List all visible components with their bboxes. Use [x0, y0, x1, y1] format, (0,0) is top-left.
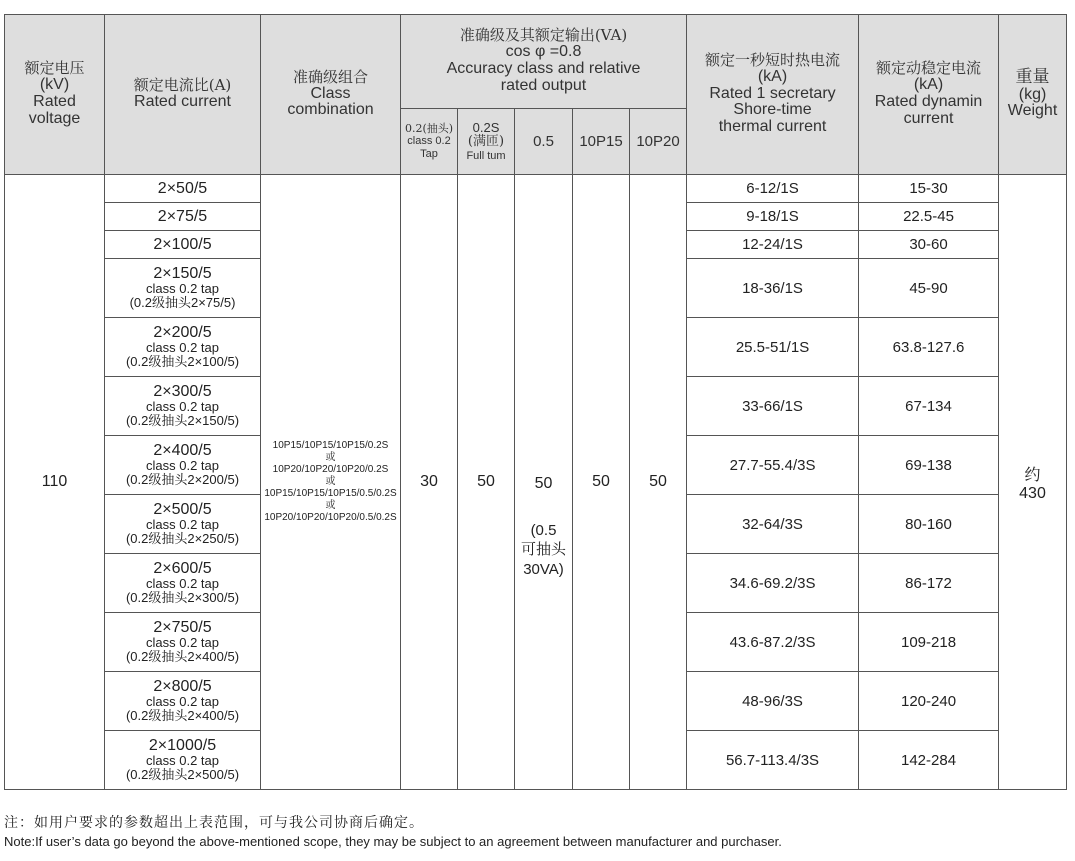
- acc-10p15-value: 50: [573, 175, 630, 790]
- acc-10p20-value: 50: [630, 175, 687, 790]
- table-notes: [4, 812, 782, 849]
- spec-table: [4, 14, 1067, 790]
- current-cell: 2×150/5 class 0.2 tap (0.2级抽头2×75/5): [105, 259, 261, 318]
- dynamic-cell: 30-60: [859, 231, 999, 259]
- voltage-cell: 110: [5, 175, 105, 790]
- dynamic-cell: 69-138: [859, 436, 999, 495]
- header-voltage: 额定电压 (kV) Rated voltage: [5, 15, 105, 175]
- current-cell: 2×400/5 class 0.2 tap (0.2级抽头2×200/5): [105, 436, 261, 495]
- thermal-cell: 6-12/1S: [687, 175, 859, 203]
- dynamic-cell: 109-218: [859, 613, 999, 672]
- dynamic-cell: 120-240: [859, 672, 999, 731]
- header-acc-05: 0.5: [515, 109, 573, 175]
- dynamic-cell: 86-172: [859, 554, 999, 613]
- dynamic-cell: 142-284: [859, 731, 999, 790]
- thermal-cell: 34.6-69.2/3S: [687, 554, 859, 613]
- thermal-cell: 43.6-87.2/3S: [687, 613, 859, 672]
- dynamic-cell: 15-30: [859, 175, 999, 203]
- current-cell: 2×200/5 class 0.2 tap (0.2级抽头2×100/5): [105, 318, 261, 377]
- current-cell: 2×500/5 class 0.2 tap (0.2级抽头2×250/5): [105, 495, 261, 554]
- current-cell: 2×750/5 class 0.2 tap (0.2级抽头2×400/5): [105, 613, 261, 672]
- thermal-cell: 33-66/1S: [687, 377, 859, 436]
- header-weight: 重量 (kg) Weight: [999, 15, 1067, 175]
- current-cell: 2×600/5 class 0.2 tap (0.2级抽头2×300/5): [105, 554, 261, 613]
- weight-cell: 约 430: [999, 175, 1067, 790]
- header-current: 额定电流比(A) Rated current: [105, 15, 261, 175]
- thermal-cell: 27.7-55.4/3S: [687, 436, 859, 495]
- header-acc-02s: 0.2S (满匝) Full tum: [458, 109, 515, 175]
- current-cell: 2×300/5 class 0.2 tap (0.2级抽头2×150/5): [105, 377, 261, 436]
- thermal-cell: 56.7-113.4/3S: [687, 731, 859, 790]
- dynamic-cell: 45-90: [859, 259, 999, 318]
- dynamic-cell: 22.5-45: [859, 203, 999, 231]
- dynamic-cell: 67-134: [859, 377, 999, 436]
- current-cell: 2×800/5 class 0.2 tap (0.2级抽头2×400/5): [105, 672, 261, 731]
- thermal-cell: 18-36/1S: [687, 259, 859, 318]
- header-dynamic: 额定动稳定电流 (kA) Rated dynamin current: [859, 15, 999, 175]
- acc-05-value: 50 (0.5 可抽头 30VA): [515, 175, 573, 790]
- thermal-cell: 48-96/3S: [687, 672, 859, 731]
- header-acc-10p15: 10P15: [573, 109, 630, 175]
- header-combination: 准确级组合 Class combination: [261, 15, 401, 175]
- acc-02tap-value: 30: [401, 175, 458, 790]
- thermal-cell: 12-24/1S: [687, 231, 859, 259]
- header-thermal: 额定一秒短时热电流 (kA) Rated 1 secretary Shore-time thermal current: [687, 15, 859, 175]
- header-acc-02tap: 0.2(抽头) class 0.2 Tap: [401, 109, 458, 175]
- current-cell: 2×75/5: [105, 203, 261, 231]
- thermal-cell: 32-64/3S: [687, 495, 859, 554]
- thermal-cell: 9-18/1S: [687, 203, 859, 231]
- header-accuracy: 准确级及其额定输出(VA) cos φ =0.8 Accuracy class and relative rated output: [401, 15, 687, 109]
- combination-cell: 10P15/10P15/10P15/0.2S 或 10P20/10P20/10P20/0.2S 或 10P15/10P15/10P15/0.5/0.2S 或 10P20/10P20/10P20/0.5/0.2S: [261, 175, 401, 790]
- current-cell: 2×1000/5 class 0.2 tap (0.2级抽头2×500/5): [105, 731, 261, 790]
- acc-02s-value: 50: [458, 175, 515, 790]
- current-cell: 2×100/5: [105, 231, 261, 259]
- thermal-cell: 25.5-51/1S: [687, 318, 859, 377]
- dynamic-cell: 80-160: [859, 495, 999, 554]
- current-cell: 2×50/5: [105, 175, 261, 203]
- header-acc-10p20: 10P20: [630, 109, 687, 175]
- dynamic-cell: 63.8-127.6: [859, 318, 999, 377]
- note-en: Note:If user’s data go beyond the above-mentioned scope, they may be subject to an agreement between manufacturer and purchaser.: [4, 834, 782, 849]
- note-zh: 注：如用户要求的参数超出上表范围，可与我公司协商后确定。: [4, 815, 424, 831]
